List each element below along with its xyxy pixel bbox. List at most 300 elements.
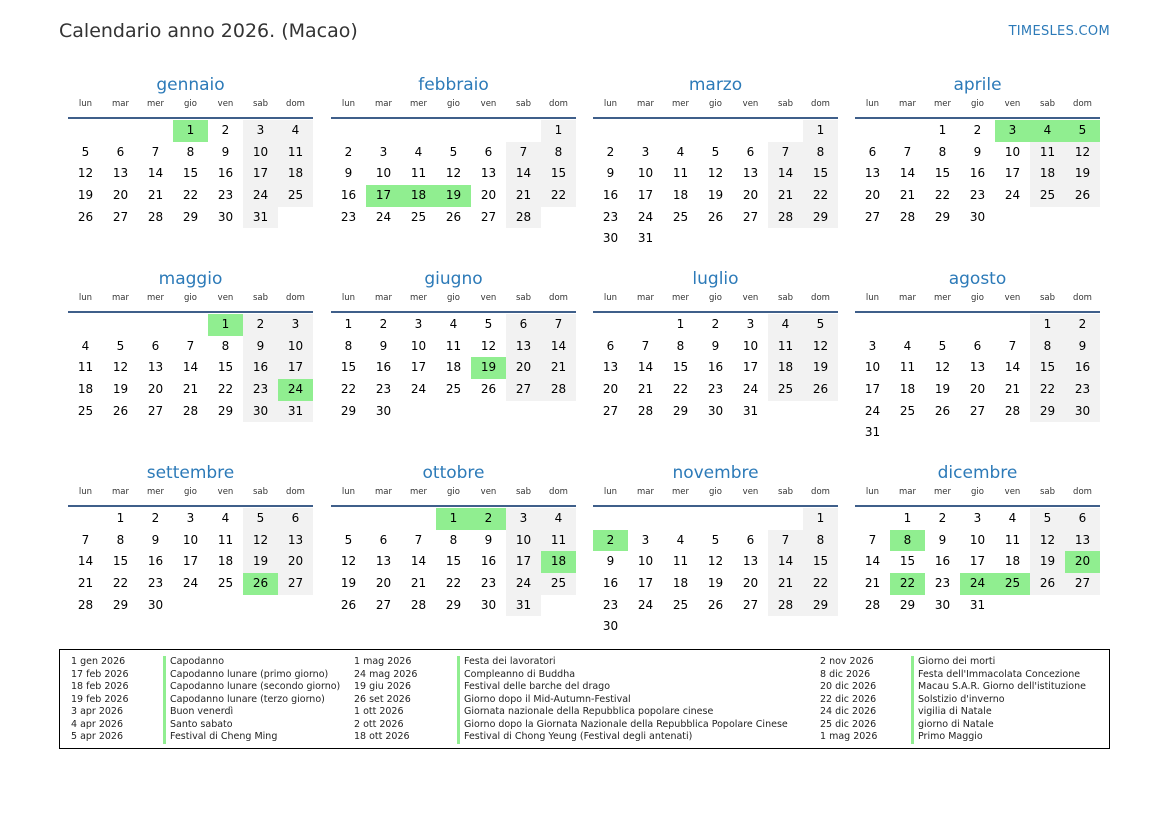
day-cell: 18 xyxy=(672,188,689,203)
legend-date: 18 feb 2026 xyxy=(71,681,129,692)
month-marzo xyxy=(593,74,838,250)
day-cell: 30 xyxy=(602,231,619,246)
day-cell: 10 xyxy=(410,338,427,353)
weekday-label: ven xyxy=(742,99,759,109)
day-cell: 30 xyxy=(969,209,986,224)
day-cell: 14 xyxy=(506,163,541,185)
day-cell: 7 xyxy=(186,338,195,353)
legend-holiday-name: vigilia di Natale xyxy=(911,706,992,719)
day-grid xyxy=(855,508,1100,616)
day-grid xyxy=(68,120,313,228)
weekday-label: lun xyxy=(603,487,618,497)
day-cell: 31 xyxy=(969,597,986,612)
day-cell: 10 xyxy=(375,166,392,181)
weekday-label: mar xyxy=(899,99,916,109)
day-cell: 2 xyxy=(606,144,615,159)
legend-holiday-name: Buon venerdì xyxy=(163,706,233,719)
day-cell: 23 xyxy=(340,209,357,224)
day-cell: 31 xyxy=(742,403,759,418)
day-cell: 30 xyxy=(217,209,234,224)
weekday-label: ven xyxy=(217,99,234,109)
weekday-label: lun xyxy=(865,99,880,109)
day-cell: 14 xyxy=(77,554,94,569)
day-cell: 17 xyxy=(637,576,654,591)
day-cell: 15 xyxy=(217,360,234,375)
weekday-label: mer xyxy=(671,487,689,497)
day-cell: 9 xyxy=(711,338,720,353)
day-cell: 29 xyxy=(182,209,199,224)
holiday-day: 19 xyxy=(436,185,471,207)
day-cell: 1 xyxy=(903,511,912,525)
day-cell: 21 xyxy=(768,573,803,595)
weekday-label: mer xyxy=(409,293,427,303)
holiday-day: 24 xyxy=(960,573,995,595)
day-cell: 29 xyxy=(445,597,462,612)
day-cell: 22 xyxy=(803,185,838,207)
legend-date: 17 feb 2026 xyxy=(71,668,129,680)
day-cell: 16 xyxy=(969,166,986,181)
weekday-label: gio xyxy=(184,487,197,497)
legend-holiday-name: Capodanno lunare (primo giorno) xyxy=(163,669,328,682)
day-cell: 28 xyxy=(1004,403,1021,418)
day-cell: 10 xyxy=(637,166,654,181)
weekday-header xyxy=(593,97,838,119)
day-cell: 28 xyxy=(637,403,654,418)
day-cell: 19 xyxy=(112,382,129,397)
day-cell: 20 xyxy=(742,188,759,203)
day-cell: 2 xyxy=(221,123,230,137)
day-cell: 9 xyxy=(973,144,982,159)
day-cell: 29 xyxy=(899,597,916,612)
empty-cell xyxy=(698,508,733,530)
day-cell: 12 xyxy=(707,554,724,569)
weekday-label: gio xyxy=(709,487,722,497)
month-febbraio xyxy=(331,74,576,228)
day-cell: 6 xyxy=(151,338,160,353)
month-giugno xyxy=(331,268,576,422)
day-cell: 31 xyxy=(864,425,881,440)
weekday-label: mer xyxy=(671,293,689,303)
day-cell: 28 xyxy=(410,597,427,612)
empty-cell xyxy=(401,120,436,142)
day-cell: 12 xyxy=(707,166,724,181)
empty-cell xyxy=(506,120,541,142)
day-cell: 21 xyxy=(541,357,576,379)
day-cell: 16 xyxy=(480,554,497,569)
day-cell: 4 xyxy=(903,338,912,353)
day-cell: 11 xyxy=(1030,142,1065,164)
month-name: febbraio xyxy=(418,75,489,95)
day-grid xyxy=(68,314,313,422)
day-cell: 9 xyxy=(606,166,615,181)
weekday-label: sab xyxy=(1039,487,1056,497)
holiday-day: 19 xyxy=(471,357,506,379)
day-cell: 26 xyxy=(1065,185,1100,207)
day-cell: 3 xyxy=(243,120,278,142)
day-cell: 24 xyxy=(243,185,278,207)
day-cell: 16 xyxy=(707,360,724,375)
day-cell: 30 xyxy=(147,597,164,612)
day-cell: 16 xyxy=(147,554,164,569)
weekday-header xyxy=(593,291,838,313)
day-cell: 21 xyxy=(147,188,164,203)
day-cell: 26 xyxy=(77,209,94,224)
weekday-label: lun xyxy=(341,487,356,497)
holiday-day: 18 xyxy=(401,185,436,207)
day-cell: 23 xyxy=(243,379,278,401)
day-cell: 11 xyxy=(541,530,576,552)
empty-cell xyxy=(331,120,366,142)
day-cell: 25 xyxy=(768,379,803,401)
legend-holiday-name: Capodanno lunare (terzo giorno) xyxy=(163,694,325,707)
day-cell: 1 xyxy=(541,120,576,142)
day-cell: 17 xyxy=(506,551,541,573)
day-cell: 12 xyxy=(112,360,129,375)
weekday-label: mer xyxy=(146,293,164,303)
day-cell: 12 xyxy=(934,360,951,375)
holiday-day: 1 xyxy=(436,508,471,530)
day-cell: 21 xyxy=(768,185,803,207)
day-cell: 26 xyxy=(340,597,357,612)
legend-date: 24 dic 2026 xyxy=(820,706,877,717)
day-cell: 9 xyxy=(606,554,615,569)
day-cell: 3 xyxy=(379,144,388,159)
weekday-label: mar xyxy=(375,487,392,497)
day-cell: 1 xyxy=(344,317,353,331)
day-cell: 20 xyxy=(742,576,759,591)
empty-cell xyxy=(366,120,401,142)
day-cell: 15 xyxy=(541,163,576,185)
day-cell: 9 xyxy=(221,144,230,159)
weekday-label: dom xyxy=(286,99,305,109)
day-cell: 3 xyxy=(746,317,755,331)
weekday-label: lun xyxy=(78,487,93,497)
day-cell: 20 xyxy=(112,188,129,203)
weekday-label: lun xyxy=(865,293,880,303)
weekday-header xyxy=(331,97,576,119)
empty-cell xyxy=(855,508,890,530)
day-cell: 20 xyxy=(147,382,164,397)
day-cell: 24 xyxy=(1004,188,1021,203)
day-cell: 6 xyxy=(606,338,615,353)
day-cell: 6 xyxy=(278,508,313,530)
day-cell: 25 xyxy=(410,209,427,224)
weekday-label: gio xyxy=(971,487,984,497)
day-cell: 4 xyxy=(768,314,803,336)
weekday-label: lun xyxy=(78,99,93,109)
day-cell: 28 xyxy=(541,379,576,401)
day-cell: 21 xyxy=(77,576,94,591)
day-cell: 22 xyxy=(934,188,951,203)
day-grid xyxy=(855,314,1100,444)
legend-date: 2 ott 2026 xyxy=(354,718,404,730)
legend-date: 26 set 2026 xyxy=(354,693,411,705)
day-cell: 18 xyxy=(1030,163,1065,185)
day-cell: 19 xyxy=(707,188,724,203)
day-cell: 19 xyxy=(707,576,724,591)
day-cell: 22 xyxy=(445,576,462,591)
weekday-header xyxy=(68,97,313,119)
weekday-label: dom xyxy=(549,99,568,109)
empty-cell xyxy=(855,314,890,336)
day-cell: 14 xyxy=(864,554,881,569)
day-cell: 27 xyxy=(375,597,392,612)
weekday-header xyxy=(593,485,838,507)
day-cell: 18 xyxy=(1004,554,1021,569)
holiday-legend xyxy=(59,649,1110,749)
day-cell: 17 xyxy=(637,188,654,203)
day-cell: 24 xyxy=(375,209,392,224)
brand-link[interactable]: TIMESLES.COM xyxy=(1008,24,1110,39)
day-cell: 11 xyxy=(672,554,689,569)
day-cell: 6 xyxy=(868,144,877,159)
weekday-label: sab xyxy=(252,99,269,109)
day-cell: 4 xyxy=(541,508,576,530)
day-cell: 27 xyxy=(864,209,881,224)
weekday-label: dom xyxy=(549,487,568,497)
day-cell: 17 xyxy=(243,163,278,185)
day-grid xyxy=(593,314,838,422)
day-cell: 5 xyxy=(449,144,458,159)
legend-date: 3 apr 2026 xyxy=(71,706,124,717)
day-cell: 19 xyxy=(934,382,951,397)
day-cell: 13 xyxy=(864,166,881,181)
day-cell: 18 xyxy=(217,554,234,569)
day-cell: 13 xyxy=(147,360,164,375)
day-cell: 29 xyxy=(217,403,234,418)
day-cell: 9 xyxy=(484,532,493,547)
day-cell: 28 xyxy=(768,207,803,229)
day-cell: 25 xyxy=(672,597,689,612)
day-cell: 4 xyxy=(278,120,313,142)
weekday-label: lun xyxy=(341,293,356,303)
day-cell: 9 xyxy=(1065,336,1100,358)
day-cell: 14 xyxy=(768,551,803,573)
day-cell: 29 xyxy=(672,403,689,418)
legend-date: 18 ott 2026 xyxy=(354,731,410,742)
legend-date: 4 apr 2026 xyxy=(71,718,124,730)
holiday-day: 2 xyxy=(471,508,506,530)
day-cell: 15 xyxy=(899,554,916,569)
day-cell: 13 xyxy=(742,554,759,569)
empty-cell xyxy=(436,120,471,142)
weekday-label: mar xyxy=(112,293,129,303)
weekday-label: ven xyxy=(480,293,497,303)
weekday-label: lun xyxy=(341,99,356,109)
day-cell: 21 xyxy=(899,188,916,203)
day-cell: 30 xyxy=(375,403,392,418)
day-cell: 11 xyxy=(410,166,427,181)
day-cell: 16 xyxy=(340,188,357,203)
day-cell: 1 xyxy=(116,511,125,525)
day-cell: 17 xyxy=(182,554,199,569)
day-cell: 15 xyxy=(803,551,838,573)
weekday-label: lun xyxy=(78,293,93,303)
day-cell: 26 xyxy=(112,403,129,418)
weekday-label: ven xyxy=(217,487,234,497)
day-cell: 5 xyxy=(803,314,838,336)
weekday-label: dom xyxy=(286,487,305,497)
day-cell: 7 xyxy=(506,142,541,164)
day-cell: 29 xyxy=(112,597,129,612)
month-name: ottobre xyxy=(422,463,485,483)
day-cell: 10 xyxy=(278,336,313,358)
day-cell: 17 xyxy=(1004,166,1021,181)
empty-cell xyxy=(733,508,768,530)
day-cell: 13 xyxy=(742,166,759,181)
day-cell: 5 xyxy=(938,338,947,353)
day-cell: 30 xyxy=(480,597,497,612)
month-name: settembre xyxy=(146,463,235,483)
weekday-label: dom xyxy=(811,487,830,497)
legend-holiday-name: Santo sabato xyxy=(163,719,233,732)
month-aprile xyxy=(855,74,1100,228)
month-name: marzo xyxy=(688,75,743,95)
day-cell: 20 xyxy=(602,382,619,397)
day-cell: 17 xyxy=(969,554,986,569)
day-cell: 11 xyxy=(445,338,462,353)
day-cell: 1 xyxy=(938,123,947,137)
month-name: gennaio xyxy=(156,75,225,95)
empty-cell xyxy=(103,120,138,142)
day-cell: 7 xyxy=(151,144,160,159)
day-cell: 24 xyxy=(637,209,654,224)
day-cell: 18 xyxy=(672,576,689,591)
holiday-day: 5 xyxy=(1065,120,1100,142)
month-settembre xyxy=(68,462,313,616)
day-cell: 5 xyxy=(243,508,278,530)
day-cell: 27 xyxy=(480,209,497,224)
weekday-label: sab xyxy=(252,293,269,303)
day-cell: 8 xyxy=(449,532,458,547)
day-cell: 11 xyxy=(768,336,803,358)
day-cell: 25 xyxy=(899,403,916,418)
holiday-day: 2 xyxy=(593,530,628,552)
day-cell: 14 xyxy=(899,166,916,181)
day-cell: 23 xyxy=(1065,379,1100,401)
day-grid xyxy=(331,314,576,422)
day-cell: 2 xyxy=(243,314,278,336)
day-cell: 25 xyxy=(217,576,234,591)
day-cell: 16 xyxy=(217,166,234,181)
day-cell: 28 xyxy=(899,209,916,224)
holiday-day: 18 xyxy=(541,551,576,573)
day-cell: 22 xyxy=(803,573,838,595)
weekday-header xyxy=(68,485,313,507)
empty-cell xyxy=(103,314,138,336)
empty-cell xyxy=(366,508,401,530)
day-cell: 14 xyxy=(541,336,576,358)
day-cell: 14 xyxy=(637,360,654,375)
weekday-header xyxy=(331,485,576,507)
weekday-label: mar xyxy=(112,487,129,497)
day-cell: 23 xyxy=(147,576,164,591)
month-name: novembre xyxy=(672,463,759,483)
day-cell: 1 xyxy=(803,120,838,142)
day-cell: 12 xyxy=(243,530,278,552)
holiday-day: 17 xyxy=(366,185,401,207)
day-cell: 1 xyxy=(676,317,685,331)
legend-date: 24 mag 2026 xyxy=(354,668,418,680)
day-cell: 23 xyxy=(707,382,724,397)
day-cell: 12 xyxy=(77,166,94,181)
day-cell: 11 xyxy=(217,532,234,547)
day-cell: 2 xyxy=(973,123,982,137)
holiday-day: 26 xyxy=(243,573,278,595)
day-cell: 6 xyxy=(973,338,982,353)
legend-holiday-name: Giornata nazionale della Repubblica popolare cinese xyxy=(457,706,713,719)
day-cell: 14 xyxy=(182,360,199,375)
weekday-label: dom xyxy=(286,293,305,303)
day-cell: 18 xyxy=(445,360,462,375)
month-agosto xyxy=(855,268,1100,444)
day-cell: 13 xyxy=(1065,530,1100,552)
day-cell: 3 xyxy=(868,338,877,353)
day-cell: 28 xyxy=(147,209,164,224)
day-cell: 26 xyxy=(480,382,497,397)
month-gennaio xyxy=(68,74,313,228)
legend-holiday-name: giorno di Natale xyxy=(911,719,994,732)
weekday-label: sab xyxy=(515,487,532,497)
day-cell: 20 xyxy=(864,188,881,203)
weekday-label: gio xyxy=(447,293,460,303)
weekday-label: mar xyxy=(899,487,916,497)
day-cell: 25 xyxy=(278,185,313,207)
day-cell: 18 xyxy=(768,357,803,379)
legend-date: 20 dic 2026 xyxy=(820,681,877,692)
day-cell: 15 xyxy=(445,554,462,569)
empty-cell xyxy=(960,314,995,336)
day-cell: 17 xyxy=(864,382,881,397)
legend-holiday-name: Solstizio d'inverno xyxy=(911,694,1005,707)
day-cell: 13 xyxy=(112,166,129,181)
weekday-label: mer xyxy=(146,487,164,497)
day-cell: 28 xyxy=(768,595,803,617)
day-cell: 7 xyxy=(768,530,803,552)
day-cell: 15 xyxy=(340,360,357,375)
day-cell: 20 xyxy=(278,551,313,573)
day-cell: 10 xyxy=(864,360,881,375)
empty-cell xyxy=(593,508,628,530)
day-cell: 12 xyxy=(803,336,838,358)
day-cell: 2 xyxy=(1065,314,1100,336)
month-maggio xyxy=(68,268,313,422)
day-cell: 3 xyxy=(278,314,313,336)
empty-cell xyxy=(925,314,960,336)
day-cell: 30 xyxy=(602,619,619,634)
day-cell: 24 xyxy=(410,382,427,397)
day-cell: 22 xyxy=(1030,379,1065,401)
day-cell: 1 xyxy=(803,508,838,530)
day-cell: 20 xyxy=(506,357,541,379)
day-cell: 22 xyxy=(182,188,199,203)
day-cell: 17 xyxy=(410,360,427,375)
legend-holiday-name: Compleanno di Buddha xyxy=(457,669,575,682)
day-cell: 13 xyxy=(506,336,541,358)
day-cell: 2 xyxy=(344,144,353,159)
day-cell: 8 xyxy=(1030,336,1065,358)
day-cell: 31 xyxy=(243,207,278,229)
legend-holiday-name: Festival di Cheng Ming xyxy=(163,731,277,744)
holiday-day: 4 xyxy=(1030,120,1065,142)
day-cell: 12 xyxy=(480,338,497,353)
empty-cell xyxy=(890,314,925,336)
holiday-day: 24 xyxy=(278,379,313,401)
weekday-label: dom xyxy=(1073,99,1092,109)
day-cell: 21 xyxy=(182,382,199,397)
weekday-label: mar xyxy=(637,293,654,303)
day-cell: 10 xyxy=(243,142,278,164)
